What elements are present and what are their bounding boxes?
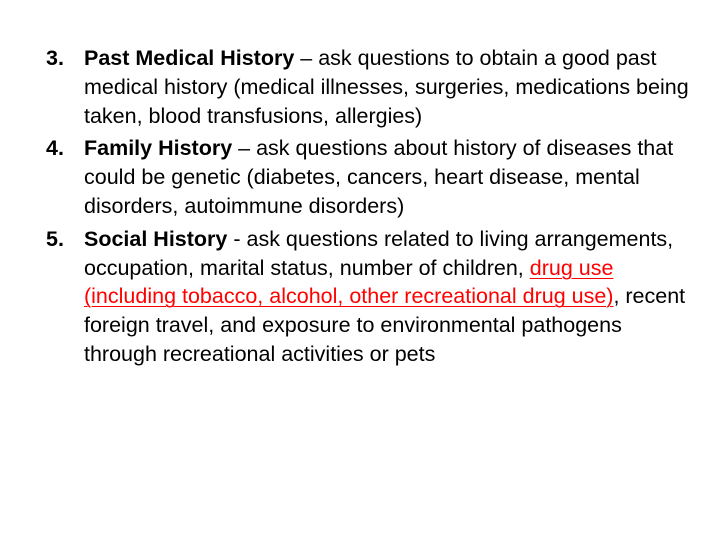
list-item-past-medical-history bbox=[46, 44, 698, 130]
drug-use-highlight: drug use (including tobacco, alcohol, other recreational drug use) bbox=[84, 255, 614, 309]
item-term: Past Medical History bbox=[84, 46, 295, 70]
item-number: 5. bbox=[46, 226, 64, 251]
history-list bbox=[46, 44, 698, 373]
item-text: – ask questions about history of diseases that could be genetic (diabetes, cancers, heart disease, mental disorders, autoimmune disorders) bbox=[84, 136, 674, 218]
list-item-family-history bbox=[46, 134, 698, 220]
item-number: 4. bbox=[46, 136, 64, 161]
item-term: Family History bbox=[84, 136, 233, 161]
item-number: 3. bbox=[46, 46, 64, 70]
item-text: – ask questions to obtain a good past medical history (medical illnesses, surgeries, medications being taken, blood transfusions, allergies) bbox=[84, 46, 689, 128]
item-text-before: - ask questions related to living arrangements, occupation, marital status, number of children, bbox=[84, 226, 674, 280]
list-item-social-history bbox=[46, 225, 698, 369]
item-text-after: , recent foreign travel, and exposure to environmental pathogens through recreational activities or pets bbox=[84, 284, 686, 366]
item-term: Social History bbox=[84, 226, 228, 251]
